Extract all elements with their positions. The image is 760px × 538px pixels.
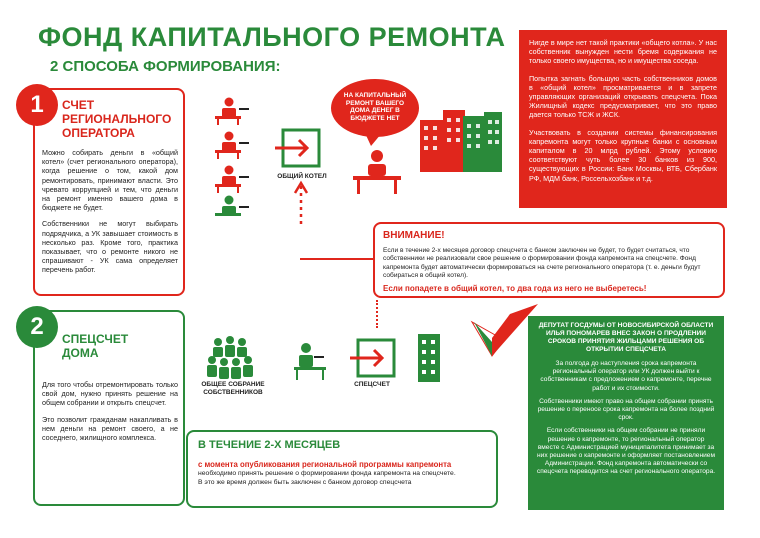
- two-months-box: [186, 430, 498, 508]
- connector-line: [300, 258, 373, 260]
- option1-paragraph-1: Можно собирать деньги в «общий котел» (счет регионального оператора), когда решение о том, какой дом ремонтировать, принимают власти. Это чревато коррупцией и тем, что деньги на ремонт именно вашего дома в бюджете не будет.: [42, 148, 178, 213]
- speech-bubble-text: НА КАПИТАЛЬНЫЙ РЕМОНТ ВАШЕГО ДОМА ДЕНЕГ В БЮДЖЕТЕ НЕТ: [343, 92, 407, 122]
- owner-at-desk-icon: [294, 343, 326, 380]
- option2-heading: СПЕЦСЧЕТ ДОМА: [62, 332, 129, 360]
- attention-text: Если в течение 2-х месяцев договор спецсчета с банком заключен не будет, то будет считаться, что собственники не реализовали свое решение о формировании фонда капремонта на спецсчете. Фонд капремонта будет автоматически формироваться на счете регионального оператора (т. е. деньги будут собираться в общий котел).: [383, 247, 701, 280]
- owners-meeting-label: ОБЩЕЕ СОБРАНИЕ СОБСТВЕННИКОВ: [201, 381, 265, 396]
- option2-number-badge: [16, 306, 58, 348]
- owner-figure-2-icon: [215, 132, 249, 160]
- red-box-paragraph-3: Участвовать в создании системы финансирования капремонта могут только крупные банки с основным капиталом в 20 млрд рублей. Этому условию соответствуют чуть более 30 банков из 900, существующих в России: Банк Москвы, ВТБ, Сбербанк РФ, МДМ банк, Россельхозбанк и т.д.: [529, 127, 717, 183]
- option1-paragraph-2: Собственники не могут выбирать подрядчика, а УК завышает стоимость в несколько раз. Кроме того, практика показывает, что о ремонте никого не спрашивают - УК сама определяет перечень работ.: [42, 219, 178, 275]
- official-at-desk-icon: [353, 150, 401, 194]
- two-months-line-2: необходимо принять решение о формировании фонда капремонта на спецсчете.: [198, 470, 456, 477]
- owner-figure-1-icon: [215, 98, 249, 126]
- option2-paragraph-1: Для того чтобы отремонтировать только свой дом, нужно принять решение на общем собрании и открыть спецсчет.: [42, 380, 178, 408]
- attention-heading: ВНИМАНИЕ!: [383, 230, 445, 241]
- dotted-connector-2: [376, 300, 378, 328]
- option1-number: 1: [30, 91, 44, 118]
- diagram-special-account: [200, 330, 450, 410]
- attention-warning: Если попадете в общий котел, то два года из него не выберетесь!: [383, 283, 647, 293]
- attention-box: [373, 222, 725, 298]
- common-pot-label: ОБЩИЙ КОТЕЛ: [277, 173, 327, 180]
- deputy-paragraph-3: Если собственники на общем собрании не приняли решение о капремонте, то региональный оператор вместе с Администрацией муниципалитета принимает за них решение о капремонте и оформляет постановлением Администрации. Фонд капремонта автоматически со спецсчета переводится на счет регионального оператора.: [536, 427, 716, 476]
- page-subtitle: 2 СПОСОБА ФОРМИРОВАНИЯ:: [50, 58, 281, 75]
- owner-figure-4-icon: [215, 196, 249, 217]
- option2-text: [42, 380, 178, 442]
- owners-meeting-icon: [207, 336, 253, 379]
- two-months-line-1: с момента опубликования региональной программы капремонта: [198, 460, 452, 469]
- option1-heading: СЧЕТ РЕГИОНАЛЬНОГО ОПЕРАТОРА: [62, 98, 172, 140]
- two-months-heading: В ТЕЧЕНИЕ 2-Х МЕСЯЦЕВ: [198, 439, 341, 451]
- special-account-label: СПЕЦСЧЕТ: [354, 381, 390, 388]
- deputy-heading: ДЕПУТАТ ГОСДУМЫ ОТ НОВОСИБИРСКОЙ ОБЛАСТИ ИЛЬЯ ПОНОМАРЕВ ВНЕС ЗАКОН О ПРОДЛЕНИИ СРОКОВ ПРИНЯТИЯ ЖИЛЬЦАМИ РЕШЕНИЯ ОБ ОТКРЫТИИ СПЕЦСЧЕТА: [538, 322, 714, 353]
- owner-figure-3-icon: [215, 166, 249, 194]
- common-pot-icon: [275, 130, 319, 166]
- option1-text: [42, 148, 178, 275]
- page-title: ФОНД КАПИТАЛЬНОГО РЕМОНТА: [38, 22, 506, 52]
- deputy-paragraph-1: За полгода до наступления срока капремонта региональный оператор или УК должен выйти к собственникам с предложением о капремонте, перечне работ и их стоимости.: [540, 360, 712, 392]
- deputy-paragraph-2: Собственники имеют право на общем собрании принять решение о переносе срока капремонта на более поздний срок.: [537, 397, 715, 422]
- info-red-box: [519, 30, 727, 208]
- option1-number-badge: [16, 84, 58, 126]
- two-months-line-3: В это же время должен быть заключен с банком договор спецсчета: [198, 479, 412, 487]
- house-building-icon: [418, 334, 440, 382]
- option2-number: 2: [30, 313, 44, 340]
- special-account-icon: [350, 340, 394, 376]
- red-box-paragraph-2: Попытка загнать большую часть собственников домов в «общий котел» просматривается и в запрете управляющих организаций открывать спецсчета. Пока Жилищный кодекс предусматривает, что это право дается только ТСЖ и ЖСК.: [529, 73, 717, 120]
- red-box-paragraph-1: Нигде в мире нет такой практики «общего котла». У нас собственник вынужден нести бремя содержания не только своего имущества, но и имущества соседа.: [529, 38, 717, 66]
- option2-paragraph-2: Это позволит гражданам накапливать в нем деньги на ремонт своего, а не соседнего, жилищного комплекса.: [42, 414, 178, 443]
- deputy-box: [528, 316, 724, 510]
- buildings-icon: [420, 110, 502, 172]
